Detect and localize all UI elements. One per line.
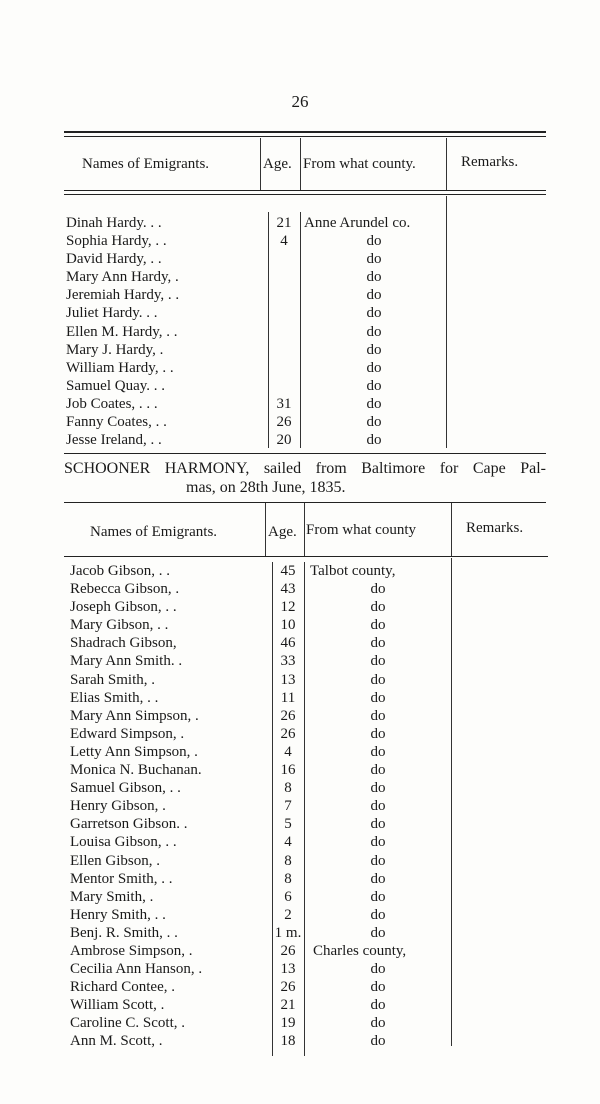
table-row — [70, 761, 550, 779]
emigrant-age: 11 — [280, 689, 296, 706]
emigrant-name: Ambrose Simpson, . — [70, 942, 193, 959]
table-row — [70, 562, 550, 580]
table1-top-rule-inner — [64, 136, 546, 137]
table1-col-divider-3 — [446, 138, 447, 190]
emigrant-name: Caroline C. Scott, . — [70, 1015, 185, 1032]
table-row — [70, 689, 550, 707]
table1-header-rule-inner — [64, 194, 546, 195]
emigrant-name: Henry Gibson, . — [70, 798, 166, 815]
emigrant-county: do — [366, 377, 382, 394]
emigrant-age: 6 — [284, 888, 292, 905]
emigrant-age: 7 — [284, 798, 292, 815]
table-row — [70, 888, 550, 906]
table1-top-rule — [64, 131, 546, 133]
table2-header-age: Age. — [268, 524, 297, 540]
emigrant-name: William Hardy, . . — [66, 359, 174, 376]
emigrant-name: Shadrach Gibson, — [70, 635, 177, 652]
emigrant-county: do — [370, 870, 386, 887]
emigrant-county: do — [366, 287, 382, 304]
emigrant-county: do — [370, 997, 386, 1014]
table1-bottom-rule — [64, 453, 546, 454]
table-row — [66, 377, 546, 395]
emigrant-county: do — [366, 395, 382, 412]
emigrant-county: do — [370, 762, 386, 779]
emigrant-county: do — [366, 414, 382, 431]
table2-col-divider-1 — [265, 503, 266, 556]
emigrant-name: Juliet Hardy. . . — [66, 305, 158, 322]
emigrant-county: do — [370, 581, 386, 598]
table-row — [70, 616, 550, 634]
page-number: 26 — [291, 92, 309, 111]
emigrant-county: do — [370, 780, 386, 797]
table-row — [70, 725, 550, 743]
emigrant-county: do — [366, 323, 382, 340]
emigrant-name: Mary J. Hardy, . — [66, 341, 164, 358]
emigrant-name: Louisa Gibson, . . — [70, 834, 177, 851]
table2-col-divider-2 — [304, 503, 305, 556]
emigrant-name: Job Coates, . . . — [66, 395, 158, 412]
table-row — [70, 815, 550, 833]
emigrant-name: Sarah Smith, . — [70, 671, 155, 688]
table-row — [70, 598, 550, 616]
emigrant-name: Monica N. Buchanan. — [70, 762, 202, 779]
emigrant-county: Anne Arundel co. — [304, 215, 411, 231]
emigrant-name: Rebecca Gibson, . — [70, 581, 180, 598]
table-row — [70, 996, 550, 1014]
emigrant-county: do — [370, 635, 386, 652]
emigrant-county: do — [370, 924, 386, 941]
emigrant-age: 33 — [280, 653, 296, 670]
table1-header-names: Names of Emigrants. — [82, 156, 210, 172]
emigrant-age: 26 — [276, 414, 292, 431]
emigrant-county: do — [370, 834, 386, 851]
table-row — [66, 413, 546, 431]
schooner-caption — [64, 459, 546, 497]
emigrant-age: 26 — [280, 942, 296, 959]
table-row — [70, 1014, 550, 1032]
emigrant-county: do — [370, 798, 386, 815]
emigrant-age: 4 — [280, 233, 288, 250]
emigrant-county: do — [370, 599, 386, 616]
emigrant-county: do — [370, 1033, 386, 1050]
emigrant-county: do — [370, 961, 386, 978]
emigrant-age: 26 — [280, 979, 296, 996]
table2-header-county: From what county — [306, 522, 416, 538]
table-row — [66, 431, 546, 449]
table2-col-divider-3 — [451, 503, 452, 556]
table-row — [70, 906, 550, 924]
emigrant-age: 1 m. — [274, 924, 302, 941]
emigrant-county: do — [370, 888, 386, 905]
emigrant-county: do — [370, 816, 386, 833]
table-row — [70, 634, 550, 652]
table-row — [70, 707, 550, 725]
table-row — [66, 232, 546, 250]
emigrant-age: 4 — [284, 834, 292, 851]
emigrant-name: Cecilia Ann Hanson, . — [70, 961, 203, 978]
table-row — [66, 359, 546, 377]
emigrant-age: 5 — [284, 816, 292, 833]
emigrant-age: 46 — [280, 635, 296, 652]
emigrant-age: 8 — [284, 870, 292, 887]
emigrant-county: Talbot county, — [310, 563, 396, 579]
emigrant-age: 16 — [280, 762, 296, 779]
emigrant-name: William Scott, . — [70, 997, 165, 1014]
emigrant-age: 4 — [284, 743, 292, 760]
emigrant-name: Mentor Smith, . . — [70, 870, 173, 887]
emigrant-name: Dinah Hardy. . . — [66, 215, 162, 231]
emigrant-county: do — [370, 617, 386, 634]
emigrant-age: 8 — [284, 780, 292, 797]
emigrant-county: do — [370, 906, 386, 923]
table2-top-rule — [64, 502, 546, 503]
emigrant-age: 21 — [276, 215, 292, 231]
emigrant-name: Ann M. Scott, . — [70, 1033, 163, 1050]
table1-header-age: Age. — [263, 156, 292, 172]
emigrant-county: do — [366, 432, 382, 449]
emigrant-age: 31 — [276, 395, 292, 412]
emigrant-name: Mary Smith, . — [70, 888, 154, 905]
emigrant-county: do — [370, 1015, 386, 1032]
emigrant-name: Ellen Gibson, . — [70, 852, 160, 869]
emigrant-name: Jeremiah Hardy, . . — [66, 287, 180, 304]
emigrant-county: do — [366, 233, 382, 250]
table-row — [70, 960, 550, 978]
emigrant-name: Mary Ann Simpson, . — [70, 707, 199, 724]
table1-header-remarks: Remarks. — [461, 154, 519, 170]
emigrant-name: Jesse Ireland, . . — [66, 432, 162, 449]
table-row — [70, 978, 550, 996]
emigrant-name: Richard Contee, . — [70, 979, 175, 996]
emigrant-age: 26 — [280, 707, 296, 724]
emigrant-county: do — [366, 359, 382, 376]
table2-body — [70, 562, 550, 1051]
table-row — [70, 779, 550, 797]
emigrant-age: 19 — [280, 1015, 296, 1032]
emigrant-age: 18 — [280, 1033, 296, 1050]
emigrant-name: Jacob Gibson, . . — [70, 563, 170, 579]
emigrant-age: 20 — [276, 432, 292, 449]
emigrant-county: do — [370, 707, 386, 724]
emigrant-age: 21 — [280, 997, 296, 1014]
table-row — [70, 870, 550, 888]
emigrant-age: 26 — [280, 725, 296, 742]
emigrant-name: Garretson Gibson. . — [70, 816, 188, 833]
emigrant-county: Charles county, — [313, 942, 407, 959]
emigrant-name: Samuel Gibson, . . — [70, 780, 181, 797]
table-row — [70, 797, 550, 815]
table-row — [70, 942, 550, 960]
emigrant-county: do — [366, 305, 382, 322]
table-row — [66, 304, 546, 322]
emigrant-age: 43 — [280, 581, 296, 598]
table1-col-divider-2 — [300, 138, 301, 190]
emigrant-county: do — [366, 269, 382, 286]
emigrant-age: 45 — [280, 563, 296, 579]
table-row — [66, 214, 546, 232]
table-row — [66, 250, 546, 268]
table1-body — [66, 214, 546, 449]
emigrant-name: Mary Ann Smith. . — [70, 653, 183, 670]
emigrant-county: do — [366, 341, 382, 358]
emigrant-age: 13 — [280, 961, 296, 978]
table-row — [70, 580, 550, 598]
emigrant-name: David Hardy, . . — [66, 251, 162, 268]
table1-header-county: From what county. — [303, 156, 416, 172]
table-row — [66, 323, 546, 341]
emigrant-county: do — [366, 251, 382, 268]
table1-header-rule — [64, 190, 546, 191]
emigrant-name: Benj. R. Smith, . . — [70, 924, 178, 941]
emigrant-county: do — [370, 852, 386, 869]
emigrant-name: Joseph Gibson, . . — [70, 599, 177, 616]
table-row — [66, 341, 546, 359]
table-row — [66, 395, 546, 413]
table-row — [70, 924, 550, 942]
table-row — [66, 286, 546, 304]
emigrant-county: do — [370, 653, 386, 670]
emigrant-name: Fanny Coates, . . — [66, 414, 167, 431]
table-row — [66, 268, 546, 286]
emigrant-name: Mary Ann Hardy, . — [66, 269, 179, 286]
caption-line-1: SCHOONER HARMONY, sailed from Baltimore for Cape Pal- — [64, 460, 546, 477]
emigrant-age: 12 — [280, 599, 296, 616]
emigrant-name: Samuel Quay. . . — [66, 377, 166, 394]
emigrant-name: Ellen M. Hardy, . . — [66, 323, 178, 340]
emigrant-age: 2 — [284, 906, 292, 923]
table-row — [70, 652, 550, 670]
emigrant-name: Henry Smith, . . — [70, 906, 166, 923]
emigrant-county: do — [370, 671, 386, 688]
table-row — [70, 833, 550, 851]
emigrant-county: do — [370, 689, 386, 706]
table2-header-names: Names of Emigrants. — [90, 524, 218, 540]
emigrant-age: 13 — [280, 671, 296, 688]
emigrant-county: do — [370, 979, 386, 996]
emigrant-age: 8 — [284, 852, 292, 869]
emigrant-county: do — [370, 725, 386, 742]
table-row — [70, 1032, 550, 1050]
caption-line-2: mas, on 28th June, 1835. — [186, 479, 346, 496]
table1-col-divider-1 — [260, 138, 261, 190]
table-row — [70, 852, 550, 870]
emigrant-name: Sophia Hardy, . . — [66, 233, 167, 250]
emigrant-name: Letty Ann Simpson, . — [70, 743, 198, 760]
emigrant-name: Mary Gibson, . . — [70, 617, 169, 634]
table-row — [70, 671, 550, 689]
emigrant-county: do — [370, 743, 386, 760]
emigrant-name: Edward Simpson, . — [70, 725, 185, 742]
table2-header-rule — [64, 556, 548, 557]
table-row — [70, 743, 550, 761]
table2-header-remarks: Remarks. — [466, 520, 524, 536]
emigrant-name: Elias Smith, . . — [70, 689, 159, 706]
emigrant-age: 10 — [280, 617, 296, 634]
